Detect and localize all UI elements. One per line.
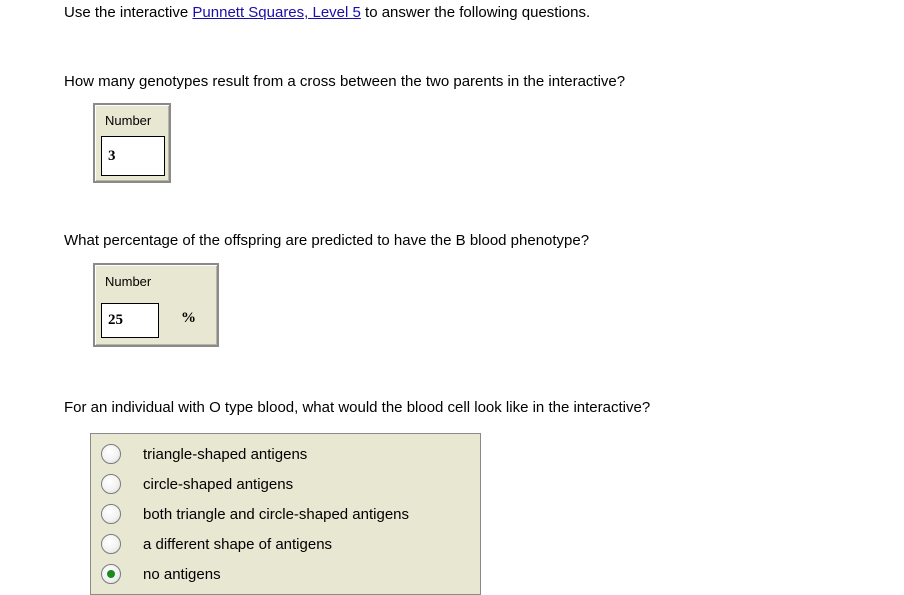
choice-label: triangle-shaped antigens (143, 445, 308, 463)
question-2-number-input[interactable]: 25 (101, 303, 159, 338)
intro-suffix: to answer the following questions. (360, 4, 591, 21)
question-1-text: How many genotypes result from a cross between the two parents in the interactive? (64, 73, 626, 90)
intro-text (64, 4, 590, 21)
choice-circle-shaped[interactable] (101, 472, 293, 496)
question-1-answer-box (93, 103, 171, 183)
question-2-box-label: Number (105, 274, 152, 289)
question-3-choices (90, 433, 481, 595)
choice-label: no antigens (143, 565, 221, 583)
radio-button[interactable] (101, 444, 121, 464)
question-1-box-label: Number (105, 113, 152, 128)
intro-prefix: Use the interactive (64, 4, 193, 21)
radio-button[interactable] (101, 474, 121, 494)
radio-button[interactable] (101, 534, 121, 554)
choice-label: a different shape of antigens (143, 535, 333, 553)
choice-different-shape[interactable] (101, 532, 332, 556)
radio-button-selected[interactable] (101, 564, 121, 584)
choice-no-antigens[interactable] (101, 562, 221, 586)
choice-triangle-shaped[interactable] (101, 442, 307, 466)
question-2-text: What percentage of the offspring are predicted to have the B blood phenotype? (64, 232, 590, 249)
question-3-text: For an individual with O type blood, what would the blood cell look like in the interactive? (64, 399, 651, 416)
radio-button[interactable] (101, 504, 121, 524)
choice-label: circle-shaped antigens (143, 475, 294, 493)
punnett-squares-link[interactable]: Punnett Squares, Level 5 (192, 4, 361, 21)
question-1-number-input[interactable]: 3 (101, 136, 165, 176)
percent-unit: % (181, 310, 196, 326)
choice-label: both triangle and circle-shaped antigens (143, 505, 410, 523)
question-2-answer-box (93, 263, 219, 347)
choice-both-shapes[interactable] (101, 502, 409, 526)
